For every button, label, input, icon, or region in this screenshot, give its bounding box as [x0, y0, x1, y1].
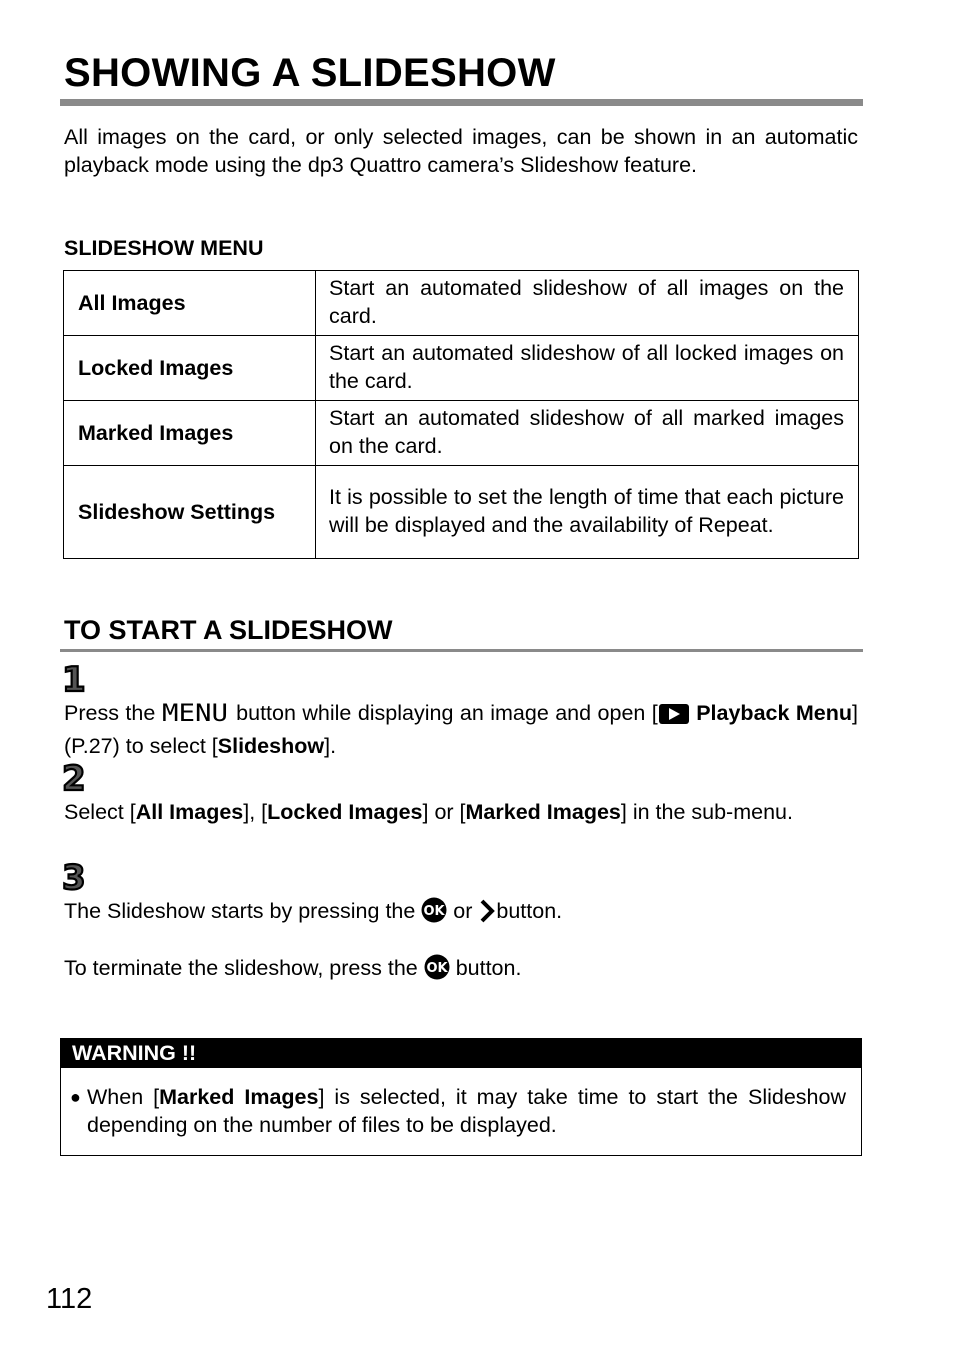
menu-item-name: Marked Images	[64, 401, 316, 466]
step-1-bold2: Slideshow	[217, 734, 325, 758]
step-1-bold1: Playback Menu	[696, 701, 853, 725]
svg-text:OK: OK	[423, 904, 445, 919]
warning-text	[87, 1083, 846, 1139]
step-3-t2: or	[447, 899, 479, 923]
page-number: 112	[46, 1283, 93, 1315]
step-2-t2: ], [	[243, 800, 268, 824]
step-2-b3: Marked Images	[465, 800, 621, 824]
section-heading: TO START A SLIDESHOW	[64, 615, 393, 645]
step-1-text	[64, 699, 858, 760]
warning-t2: ] is selected, it may take time to start the Slideshow depending on the number of files to be displayed.	[87, 1085, 846, 1137]
svg-text:3: 3	[62, 862, 86, 892]
play-triangle-icon	[658, 703, 690, 732]
menu-item-name: All Images	[64, 271, 316, 336]
menu-item-name: Locked Images	[64, 336, 316, 401]
step-2-t4: ] in the sub-menu.	[620, 800, 793, 824]
step-2-b2: Locked Images	[267, 800, 423, 824]
svg-text:2: 2	[62, 763, 86, 793]
title-rule	[60, 99, 863, 106]
slideshow-menu-table	[63, 270, 859, 559]
section-rule	[60, 649, 863, 652]
step-2-text	[64, 798, 858, 826]
page-title: SHOWING A SLIDESHOW	[64, 51, 556, 95]
slideshow-menu-label: SLIDESHOW MENU	[64, 236, 264, 260]
step-3-t3: button.	[496, 899, 563, 923]
terminate-text	[64, 954, 858, 987]
menu-item-name: Slideshow Settings	[64, 466, 316, 559]
warning-b1: Marked Images	[159, 1085, 319, 1109]
warning-t1: When [	[87, 1085, 160, 1109]
step-1-t3: ] (P.27) to select [	[64, 701, 858, 758]
ok-button-icon	[424, 954, 450, 987]
step-1-number	[62, 664, 106, 694]
step-3-t1: The Slideshow starts by pressing the	[64, 899, 422, 923]
warning-title: WARNING !!	[61, 1039, 861, 1068]
step-2-b1: All Images	[135, 800, 244, 824]
table-row	[64, 336, 859, 401]
step-3-text	[64, 897, 858, 930]
step-3-number	[62, 862, 106, 892]
step-2-t3: ] or [	[422, 800, 466, 824]
menu-item-desc: It is possible to set the length of time that each picture will be displayed and the availability of Repeat.	[316, 466, 859, 559]
ok-button-icon	[421, 897, 447, 930]
svg-text:1: 1	[62, 664, 86, 694]
step-2-number	[62, 763, 106, 793]
step-1-t2: button while displaying an image and open [	[229, 701, 658, 725]
table-row	[64, 466, 859, 559]
terminate-t5: button.	[449, 956, 522, 980]
svg-text:MENU: MENU	[161, 701, 228, 725]
menu-button-icon	[162, 701, 230, 732]
step-1-t1: Press the	[64, 701, 162, 725]
step-2-t1: Select [	[64, 800, 136, 824]
intro-paragraph: All images on the card, or only selected images, can be shown in an automatic playback mode using the dp3 Quattro camera’s Slideshow feature.	[64, 125, 858, 177]
table-row	[64, 401, 859, 466]
menu-item-desc: Start an automated slideshow of all images on the card.	[316, 271, 859, 336]
svg-text:OK: OK	[426, 961, 448, 976]
menu-item-desc: Start an automated slideshow of all marked images on the card.	[316, 401, 859, 466]
bullet-icon: ●	[70, 1087, 81, 1107]
menu-item-desc: Start an automated slideshow of all locked images on the card.	[316, 336, 859, 401]
right-chevron-icon	[478, 899, 496, 930]
terminate-t4: To terminate the slideshow, press the	[64, 956, 424, 980]
table-row	[64, 271, 859, 336]
step-1-t4: ].	[324, 734, 337, 758]
